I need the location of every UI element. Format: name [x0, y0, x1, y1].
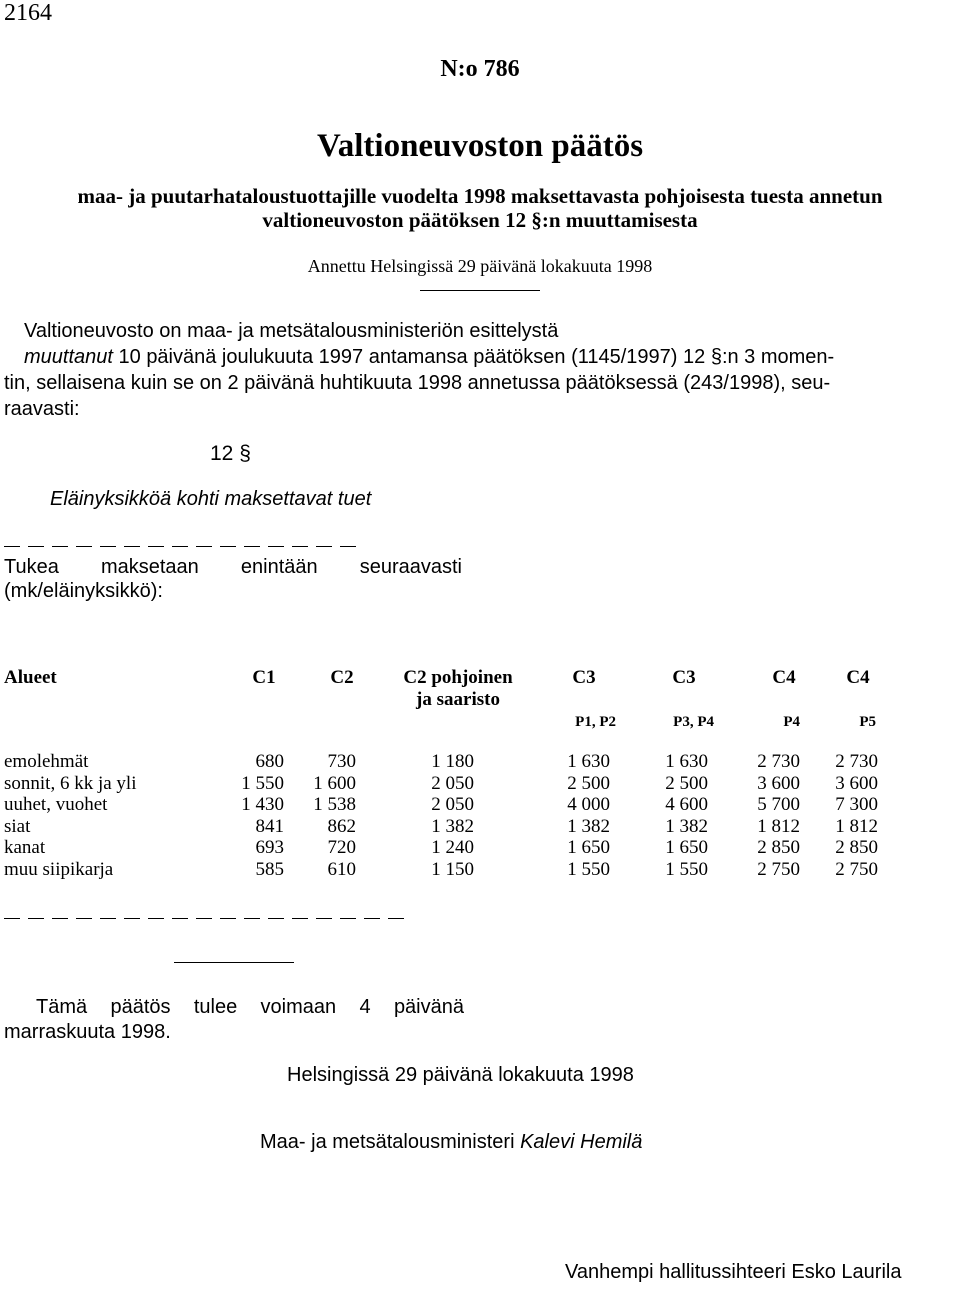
separator-rule: [420, 290, 540, 291]
table-cell: 2 850: [757, 837, 800, 859]
table-row-label: muu siipikarja: [4, 859, 114, 880]
body-line-4: raavasti:: [4, 398, 80, 420]
table-cell: 1 538: [313, 794, 356, 816]
table-cell: 2 850: [835, 837, 878, 859]
intro-line-2: (mk/eläinyksikkö):: [4, 580, 163, 602]
intro-word: Tukea: [4, 556, 59, 578]
table-cell: 2 500: [665, 772, 708, 794]
subtitle-line-2: valtioneuvoston päätöksen 12 §:n muuttamisesta: [262, 208, 698, 232]
table-cell: 4 000: [567, 794, 610, 816]
table-cell: 1 240: [431, 837, 474, 859]
table-row-label: sonnit, 6 kk ja yli: [4, 772, 137, 794]
table-cell: 841: [255, 815, 284, 837]
table-cell: 5 700: [757, 794, 800, 816]
closing-line-1: [36, 996, 464, 1019]
closing-word: 4: [359, 996, 371, 1018]
dash-separator-top: [4, 546, 356, 547]
table-cell: 1 550: [665, 859, 708, 880]
closing-word: Tämä: [36, 996, 88, 1018]
table-cell: 2 050: [431, 794, 474, 816]
table-row-label: siat: [4, 815, 31, 837]
table-cell: 693: [255, 837, 284, 859]
body-italic-verb: muuttanut: [24, 346, 113, 368]
intro-line-1: [4, 556, 462, 579]
column-header: C1: [252, 667, 276, 688]
table-cell: 1 550: [241, 772, 284, 794]
table-cell: 680: [255, 751, 284, 772]
table-cell: 2 050: [431, 772, 474, 794]
section-heading: Eläinyksikköä kohti maksettavat tuet: [50, 488, 372, 510]
table-row-label: kanat: [4, 837, 46, 859]
minister-signature: [260, 1131, 642, 1154]
table-cell: 1 382: [665, 815, 708, 837]
table-cell: 1 630: [665, 751, 708, 772]
column-subheader: P3, P4: [673, 714, 714, 730]
table-cell: 862: [327, 815, 356, 837]
table-cell: 4 600: [665, 794, 708, 816]
closing-word: päivänä: [393, 996, 464, 1018]
intro-word: seuraavasti: [359, 556, 462, 578]
table-cell: 2 750: [835, 859, 878, 880]
column-subheader: ja saaristo: [416, 689, 500, 710]
table-cell: 585: [255, 859, 284, 880]
table-cell: 1 650: [567, 837, 610, 859]
table-cell: 2 500: [567, 772, 610, 794]
table-row-label: emolehmät: [4, 751, 89, 772]
table-cell: 1 180: [431, 751, 474, 772]
dash-separator-bottom: [4, 918, 404, 919]
section-number: 12 §: [210, 442, 251, 465]
subtitle-line-1: maa- ja puutarhataloustuottajille vuodelta 1998 maksettavasta pohjoisesta tuesta annetun: [77, 184, 883, 208]
table-cell: 1 600: [313, 772, 356, 794]
table-cell: 720: [327, 837, 356, 859]
table-cell: 1 630: [567, 751, 610, 772]
closing-word: päätös: [110, 996, 171, 1018]
closing-word: tulee: [193, 996, 238, 1018]
table-cell: 1 150: [431, 859, 474, 880]
table-cell: 610: [327, 859, 356, 880]
table-cell: 1 430: [241, 794, 284, 816]
table-cell: 3 600: [757, 772, 800, 794]
minister-name: Kalevi Hemilä: [520, 1131, 643, 1153]
table-cell: 2 730: [835, 751, 878, 772]
column-header: C2: [330, 667, 354, 688]
table-cell: 1 650: [665, 837, 708, 859]
separator-rule: [174, 962, 294, 963]
table-cell: 1 382: [431, 815, 474, 837]
minister-title: Maa- ja metsätalousministeri: [260, 1131, 515, 1153]
countersignature: Vanhempi hallitussihteeri Esko Laurila: [565, 1261, 902, 1283]
column-subheader: P4: [783, 714, 800, 730]
closing-word: voimaan: [260, 996, 337, 1018]
table-cell: 7 300: [835, 794, 878, 816]
column-header: C4: [772, 667, 796, 688]
table-cell: 1 382: [567, 815, 610, 837]
table-cell: 730: [327, 751, 356, 772]
body-line-2: [24, 346, 834, 369]
table-row-label: uuhet, vuohet: [4, 794, 108, 816]
column-header: C2 pohjoinen: [403, 667, 513, 688]
document-subtitle: [0, 184, 960, 232]
closing-line-2: marraskuuta 1998.: [4, 1021, 171, 1043]
column-subheader: P5: [859, 714, 876, 730]
table-cell: 3 600: [835, 772, 878, 794]
issued-date: Annettu Helsingissä 29 päivänä lokakuuta 1998: [307, 256, 653, 276]
body-line-2-rest: 10 päivänä joulukuuta 1997 antamansa päätöksen (1145/1997) 12 §:n 3 momen-: [112, 346, 835, 368]
intro-word: maksetaan: [100, 556, 199, 578]
table-cell: 1 812: [757, 815, 800, 837]
intro-word: enintään: [240, 556, 318, 578]
column-header: C3: [572, 667, 596, 688]
column-header: C3: [672, 667, 696, 688]
column-subheader: P1, P2: [575, 714, 616, 730]
body-line-1: Valtioneuvosto on maa- ja metsätalousministeriön esittelystä: [24, 320, 559, 342]
place-date: Helsingissä 29 päivänä lokakuuta 1998: [287, 1064, 634, 1086]
document-number: N:o 786: [440, 56, 520, 82]
page-number: 2164: [4, 0, 52, 26]
document-title: Valtioneuvoston päätös: [316, 128, 644, 164]
table-region-header: Alueet: [4, 667, 57, 688]
table-cell: 2 730: [757, 751, 800, 772]
table-cell: 1 550: [567, 859, 610, 880]
body-line-3: tin, sellaisena kuin se on 2 päivänä huhtikuuta 1998 annetussa päätöksessä (243/1998), seu-: [4, 372, 831, 394]
table-cell: 1 812: [835, 815, 878, 837]
column-header: C4: [846, 667, 870, 688]
table-cell: 2 750: [757, 859, 800, 880]
